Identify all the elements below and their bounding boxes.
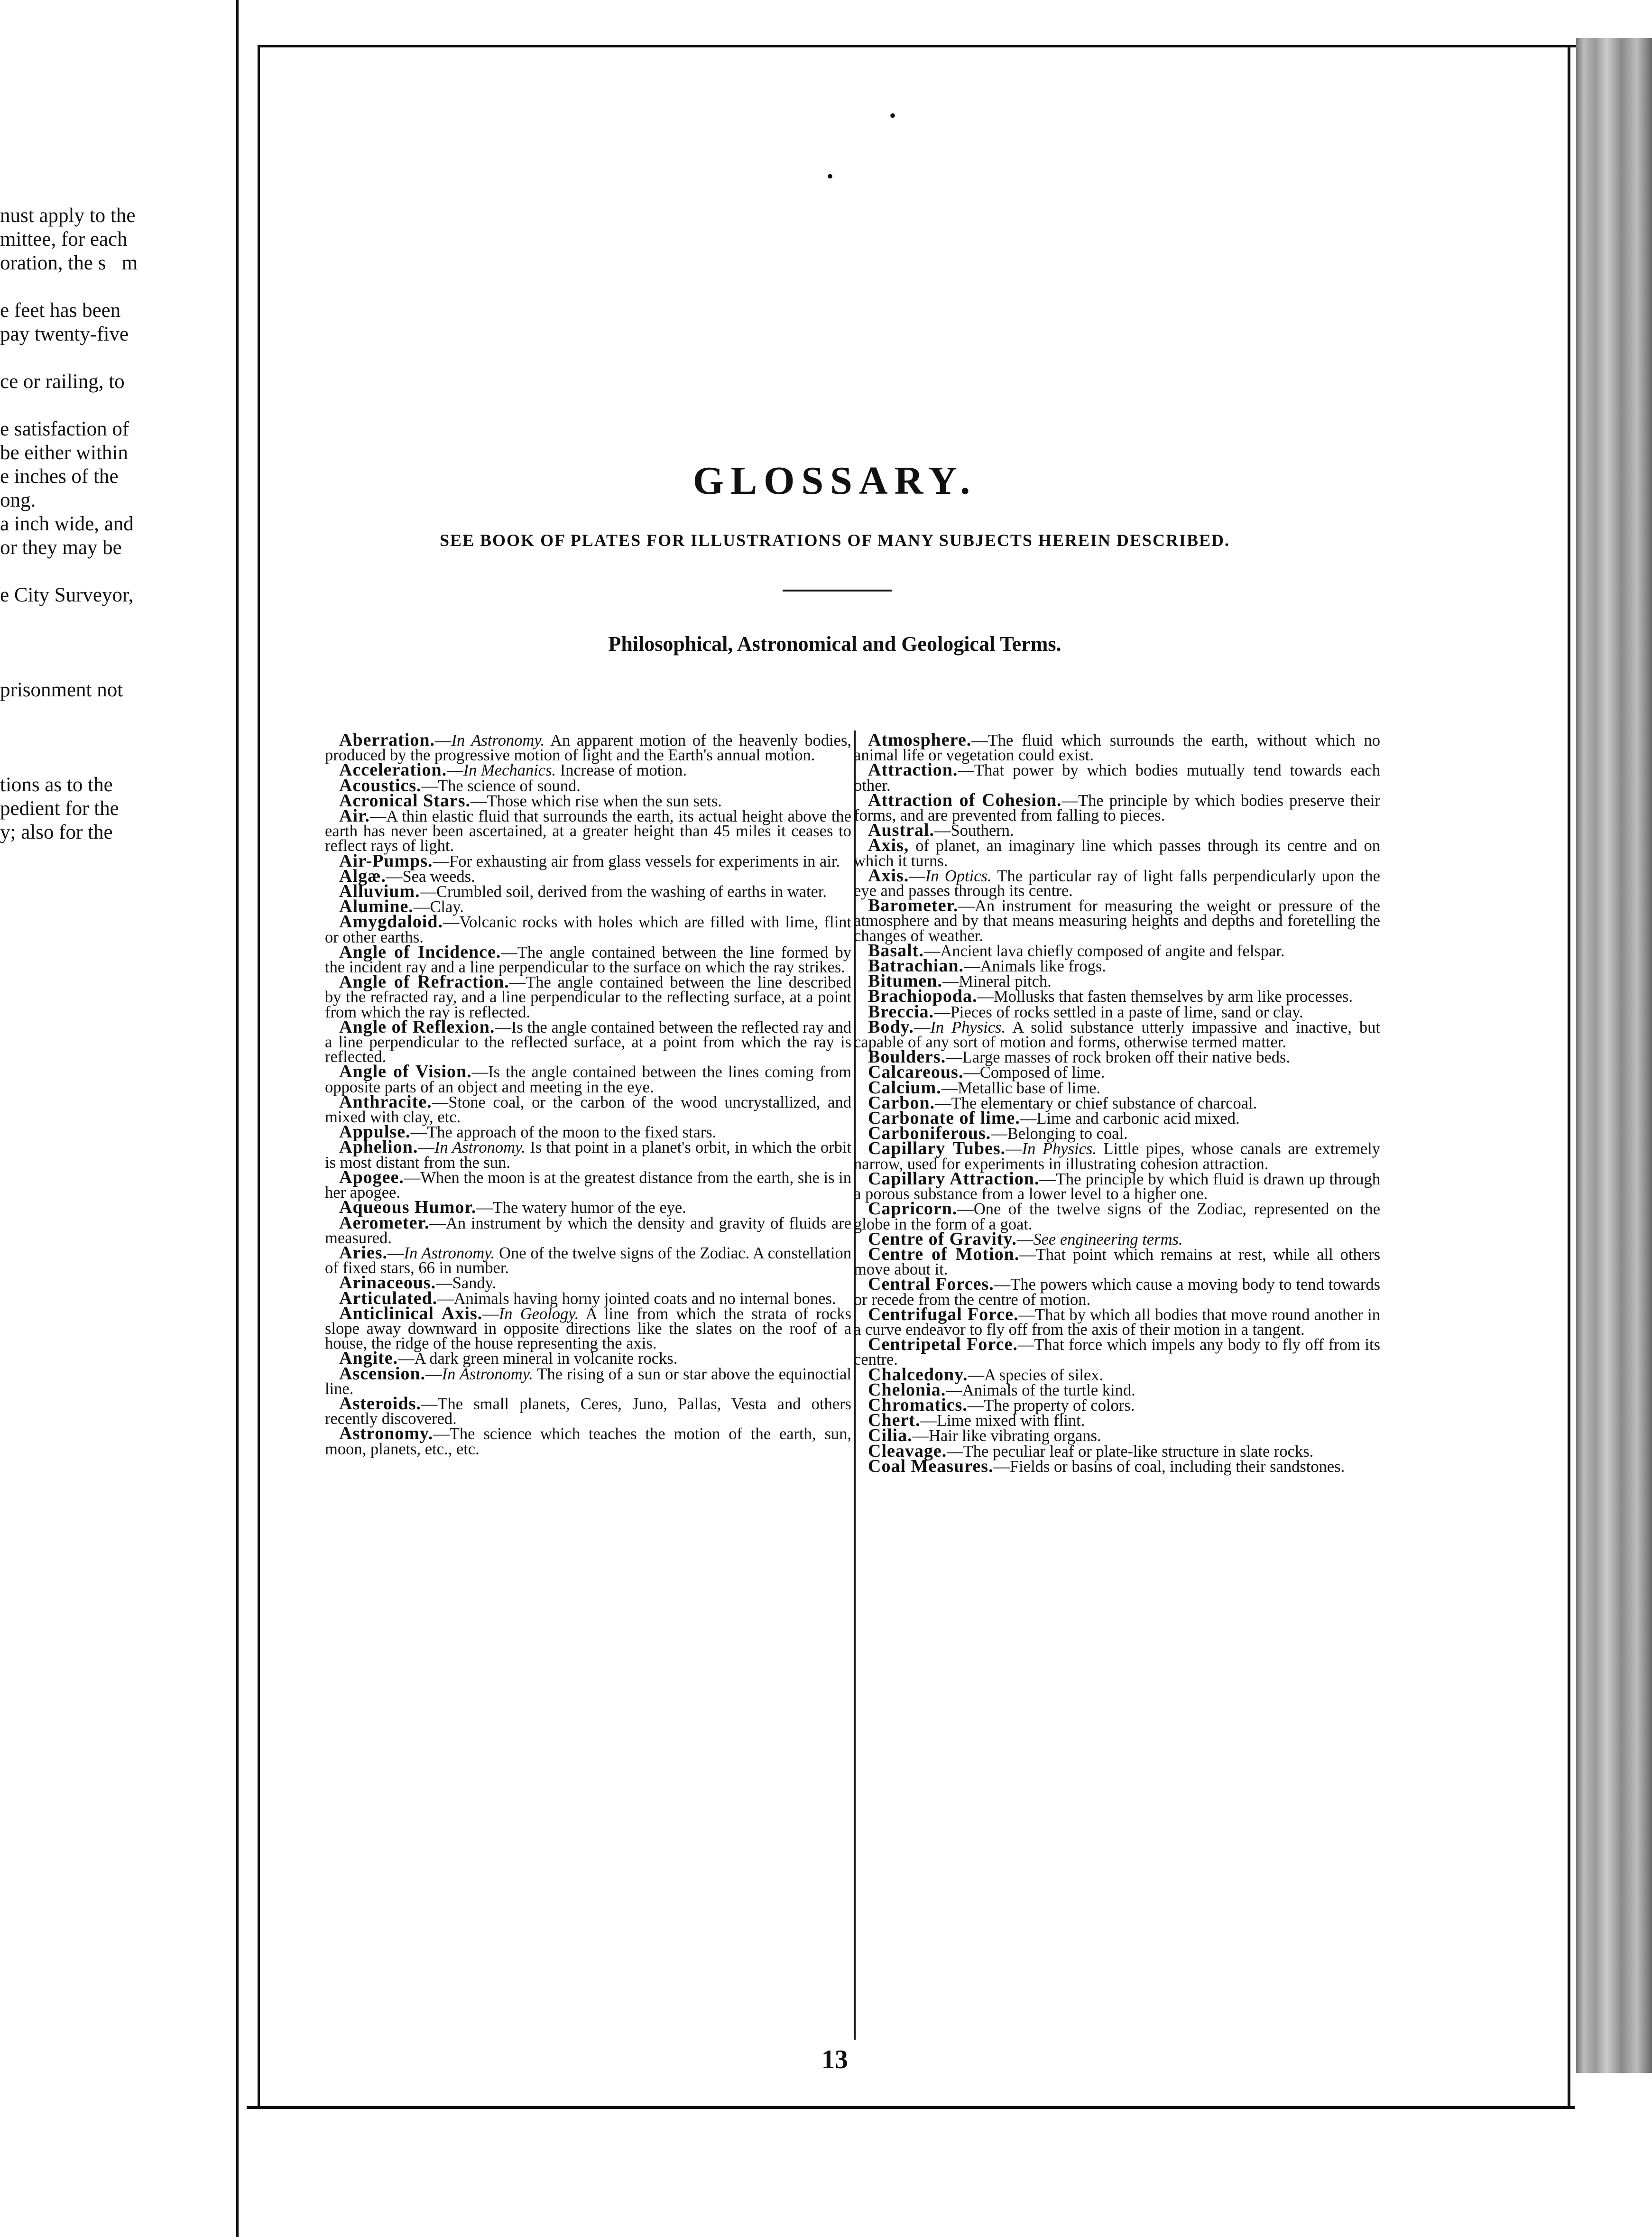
glossary-entry: Cleavage.—The peculiar leaf or plate-like structure in slate rocks. [868,1441,1314,1461]
glossary-definition: The particular ray of light falls perpendicularly upon the eye and passes through its centre. [854,867,1380,900]
page-number: 13 [821,2045,848,2074]
glossary-term: Barometer. [868,896,959,916]
book-binding-edge [1576,38,1652,2073]
left-fragment-line: prisonment not [0,679,123,701]
glossary-entry: Capricorn.—One of the twelve signs of the Zodiac, represented on the globe in the form of a goat. [854,1199,1380,1233]
glossary-term: Appulse. [339,1122,411,1142]
page-frame-right [1568,45,1570,2108]
glossary-term: Centrifugal Force. [868,1304,1019,1324]
glossary-term: Aberration. [339,730,435,750]
glossary-definition: The science which teaches the motion of the earth, sun, moon, planets, etc., etc. [325,1425,851,1458]
glossary-term: Articulated. [339,1288,438,1308]
glossary-term: Apogee. [339,1167,404,1187]
glossary-term: Acceleration. [339,760,447,780]
glossary-term: Air-Pumps. [339,850,433,871]
glossary-term: Acoustics. [339,775,422,795]
left-fragment-line [0,726,180,749]
glossary-definition: Increase of motion. [556,761,687,780]
glossary-definition: The fluid which surrounds the earth, without which no animal life or vegetation could exist. [854,731,1380,765]
glossary-term: Axis, [868,835,909,856]
glossary-term: Centripetal Force. [868,1334,1018,1355]
glossary-definition: A dark green mineral in volcanite rocks. [414,1350,678,1368]
glossary-term: Calcium. [868,1077,941,1098]
left-page-fragment [0,204,180,844]
page-title: GLOSSARY. [692,459,977,503]
glossary-entry: Calcareous.—Composed of lime. [868,1062,1105,1082]
page-subtitle: SEE BOOK OF PLATES FOR ILLUSTRATIONS OF MANY SUBJECTS HEREIN DESCRIBED. [440,531,1230,550]
glossary-entry: Carbonate of lime.—Lime and carbonic acid mixed. [868,1108,1240,1128]
glossary-entry: Anticlinical Axis.—In Geology. A line from which the strata of rocks slope away downward in opposite directions like the slates on the roof of a house, the ridge of the house representing the axis. [325,1303,851,1353]
glossary-entry: Calcium.—Metallic base of lime. [868,1077,1101,1098]
glossary-definition: Composed of lime. [979,1063,1105,1082]
glossary-entry: Capillary Tubes.—In Physics. Little pipes, whose canals are extremely narrow, used for experiments in illustrating cohesion attraction. [854,1138,1380,1173]
glossary-domain: In Astronomy. [442,1365,533,1383]
glossary-definition: Clay. [430,898,464,916]
glossary-entry: Aries.—In Astronomy. One of the twelve signs of the Zodiac. A constellation of fixed stars, 66 in number. [325,1242,852,1277]
glossary-domain: In Astronomy. [404,1244,495,1262]
left-fragment-line: tions as to the [0,774,113,796]
glossary-term: Atmosphere. [868,730,972,750]
glossary-term: Calcareous. [868,1062,964,1082]
glossary-domain: In Optics. [925,867,992,885]
left-page-edge-line [236,0,239,2237]
glossary-definition: Mollusks that fasten themselves by arm like processes. [994,988,1353,1006]
glossary-definition: Hair like vibrating organs. [929,1427,1101,1445]
left-fragment-line [0,749,180,773]
glossary-definition: A species of silex. [984,1366,1104,1384]
glossary-definition: Is the angle contained between the lines coming from opposite parts of an object and meeting in the eye. [325,1063,851,1096]
left-fragment-line: be either within [0,442,128,464]
glossary-definition: Fields or basins of coal, including their sandstones. [1010,1457,1345,1476]
glossary-definition: Lime and carbonic acid mixed. [1036,1109,1240,1128]
glossary-entry: Breccia.—Pieces of rocks settled in a paste of lime, sand or clay. [868,1001,1303,1022]
glossary-definition: Stone coal, or the carbon of the wood uncrystallized, and mixed with clay, etc. [325,1093,851,1127]
glossary-definition: Little pipes, whose canals are extremely narrow, used for experiments in illustrating cohesion attraction. [854,1140,1380,1173]
glossary-definition: For exhausting air from glass vessels for experiments in air. [449,852,840,870]
glossary-term: Central Forces. [868,1274,994,1294]
glossary-definition: The angle contained between the line described by the refracted ray, and a line perpendicular to the reflecting surface, at a point from which the ray is reflected. [325,973,851,1021]
glossary-term: Astronomy. [339,1424,434,1444]
glossary-term: Chalcedony. [868,1364,968,1385]
glossary-term: Attraction of Cohesion. [868,790,1062,810]
glossary-entry: Bitumen.—Mineral pitch. [868,971,1052,991]
left-fragment-line: e feet has been [0,299,121,322]
glossary-definition: That force which impels any body to fly off from its centre. [854,1336,1380,1369]
left-fragment-line: pedient for the [0,797,119,820]
glossary-term: Angle of Reflexion. [339,1017,495,1037]
glossary-domain: In Astronomy. [451,731,545,749]
glossary-entry: Chalcedony.—A species of silex. [868,1364,1104,1385]
glossary-definition: Metallic base of lime. [958,1079,1101,1097]
glossary-definition: Animals of the turtle kind. [962,1381,1135,1399]
glossary-entry: Chromatics.—The property of colors. [868,1395,1135,1415]
glossary-term: Body. [868,1017,914,1037]
glossary-entry: Algæ.—Sea weeds. [339,866,475,886]
glossary-entry: Astronomy.—The science which teaches the motion of the earth, sun, moon, planets, etc., etc. [325,1424,851,1458]
glossary-definition: When the moon is at the greatest distance from the earth, she is in her apogee. [325,1168,851,1202]
glossary-definition: Is that point in a planet's orbit, in which the orbit is most distant from the sun. [325,1138,851,1172]
glossary-entry: Centre of Gravity.—See engineering terms. [868,1229,1183,1249]
glossary-term: Carboniferous. [868,1123,991,1144]
glossary-entry: Acoustics.—The science of sound. [339,775,581,795]
glossary-entry: Aphelion.—In Astronomy. Is that point in a planet's orbit, in which the orbit is most distant from the sun. [325,1137,851,1172]
glossary-definition: Mineral pitch. [959,972,1052,991]
glossary-term: Boulders. [868,1047,946,1067]
left-fragment-line: a inch wide, and [0,513,134,535]
glossary-entry: Atmosphere.—The fluid which surrounds the earth, without which no animal life or vegetation could exist. [854,730,1380,765]
glossary-term: Amygdaloid. [339,912,443,932]
glossary-term: Centre of Gravity. [868,1229,1017,1249]
glossary-entry: Chelonia.—Animals of the turtle kind. [868,1379,1135,1400]
glossary-definition: Volcanic rocks with holes which are filled with lime, flint or other earths. [325,913,851,946]
glossary-entry: Amygdaloid.—Volcanic rocks with holes which are filled with lime, flint or other earths. [325,912,851,946]
page-frame-top [258,45,1576,47]
glossary-entry: Articulated.—Animals having horny jointed coats and no internal bones. [339,1288,836,1308]
glossary-definition: The property of colors. [984,1396,1135,1414]
glossary-entry: Attraction of Cohesion.—The principle by which bodies preserve their forms, and are prevented from falling to pieces. [854,790,1380,825]
glossary-term: Capillary Attraction. [868,1168,1040,1189]
glossary-term: Angite. [339,1348,398,1368]
glossary-term: Centre of Motion. [868,1244,1020,1264]
glossary-definition: of planet, an imaginary line which passes through its centre and on which it turns. [854,837,1380,870]
left-fragment-line: pay twenty-five [0,323,129,345]
glossary-term: Alluvium. [339,881,420,902]
left-fragment-line: y; also for the [0,821,113,843]
glossary-definition: Is the angle contained between the reflected ray and a line perpendicular to the reflected surface, at a point from which the ray is reflected. [325,1018,851,1066]
glossary-term: Capillary Tubes. [868,1138,1006,1159]
glossary-term: Aqueous Humor. [339,1197,477,1218]
glossary-entry: Acceleration.—In Mechanics. Increase of motion. [339,760,687,780]
glossary-entry: Appulse.—The approach of the moon to the fixed stars. [339,1122,717,1142]
glossary-definition: That by which all bodies that move round another in a curve endeavor to fly off from the axis of their motion in a tangent. [854,1305,1380,1339]
left-fragment-line [0,275,180,299]
glossary-definition: The principle by which fluid is drawn up through a porous substance from a lower level to a higher one. [854,1170,1380,1203]
glossary-entry: Capillary Attraction.—The principle by which fluid is drawn up through a porous substance from a lower level to a higher one. [854,1168,1380,1203]
glossary-domain: In Mechanics. [463,761,556,780]
glossary-definition: One of the twelve signs of the Zodiac, represented on the globe in the form of a goat. [854,1200,1380,1233]
glossary-entry: Body.—In Physics. A solid substance utterly impassive and inactive, but capable of any sort of motion and forms, otherwise termed matter. [854,1017,1380,1052]
glossary-term: Basalt. [868,940,924,961]
glossary-entry: Air.—A thin elastic fluid that surrounds the earth, its actual height above the earth has never been ascertained, at a greater height than 45 miles it ceases to reflect rays of light. [325,806,851,855]
glossary-term: Alumine. [339,897,414,917]
glossary-term: Brachiopoda. [868,986,978,1007]
glossary-entry: Arinaceous.—Sandy. [339,1273,497,1293]
glossary-term: Axis. [868,865,909,886]
left-fragment-line: mittee, for each [0,228,128,250]
left-fragment-line [0,560,180,583]
glossary-definition: The angle contained between the line formed by the incident ray and a line perpendicular to the surface on which the ray strikes. [325,943,851,977]
glossary-definition: Large masses of rock broken off their native beds. [962,1048,1291,1067]
left-fragment-line [0,607,180,631]
glossary-term: Carbonate of lime. [868,1108,1020,1128]
glossary-entry: Anthracite.—Stone coal, or the carbon of the wood uncrystallized, and mixed with clay, etc. [325,1091,851,1127]
glossary-entry: Alluvium.—Crumbled soil, derived from the washing of earths in water. [339,881,827,902]
left-fragment-line [0,655,180,678]
glossary-definition: Belonging to coal. [1007,1125,1128,1143]
glossary-entry: Angle of Vision.—Is the angle contained between the lines coming from opposite parts of an object and meeting in the eye. [325,1062,851,1096]
glossary-domain: See engineering terms. [1033,1230,1183,1248]
glossary-term: Cleavage. [868,1441,947,1461]
glossary-definition: The rising of a sun or star above the equinoctial line. [325,1365,852,1398]
glossary-term: Capricorn. [868,1199,958,1219]
glossary-term: Breccia. [868,1001,934,1022]
left-fragment-line: oration, the s m [0,252,138,274]
glossary-domain: In Physics. [930,1018,1006,1036]
left-fragment-line: ce or railing, to [0,370,125,393]
glossary-domain: In Astronomy. [434,1138,526,1157]
glossary-definition: Sea weeds. [402,867,475,886]
glossary-definition: The approach of the moon to the fixed stars. [427,1123,717,1142]
left-fragment-line: e City Surveyor, [0,584,134,606]
glossary-definition: An instrument by which the density and gravity of fluids are measured. [325,1214,851,1247]
glossary-definition: An instrument for measuring the weight or pressure of the atmosphere and by that means measuring heights and depths and foretelling the changes of weather. [854,897,1380,945]
glossary-domain: In Geology. [498,1304,579,1323]
glossary-definition: Lime mixed with flint. [936,1412,1085,1430]
glossary-term: Attraction. [868,760,958,780]
glossary-entry: Boulders.—Large masses of rock broken off their native beds. [868,1047,1291,1067]
glossary-entry: Air-Pumps.—For exhausting air from glass vessels for experiments in air. [339,850,840,871]
glossary-entry: Alumine.—Clay. [339,897,464,917]
glossary-definition: Ancient lava chiefly composed of angite and felspar. [940,942,1285,960]
glossary-domain: In Physics. [1022,1140,1097,1158]
glossary-entry: Apogee.—When the moon is at the greatest distance from the earth, she is in her apogee. [325,1167,851,1202]
glossary-term: Angle of Vision. [339,1062,472,1082]
glossary-term: Bitumen. [868,971,942,991]
glossary-term: Aphelion. [339,1137,418,1157]
glossary-definition: An apparent motion of the heavenly bodies, produced by the progressive motion of light and the Earth's annual motion. [325,731,852,765]
glossary-entry [854,835,1380,870]
glossary-term: Anthracite. [339,1091,432,1112]
glossary-entry: Austral.—Southern. [868,820,1014,841]
print-speck: • [889,105,896,126]
glossary-entry: Batrachian.—Animals like frogs. [868,956,1106,976]
print-speck: • [827,166,834,187]
glossary-entry: Carbon.—The elementary or chief substance of charcoal. [868,1092,1257,1113]
glossary-term: Arinaceous. [339,1273,436,1293]
left-fragment-line [0,702,180,726]
glossary-entry: Brachiopoda.—Mollusks that fasten themselves by arm like processes. [868,986,1353,1007]
glossary-term: Air. [339,806,370,826]
glossary-term: Chelonia. [868,1379,946,1400]
glossary-term: Carbon. [868,1092,935,1113]
glossary-term: Chromatics. [868,1395,968,1415]
glossary-definition: Those which rise when the sun sets. [487,792,722,810]
glossary-definition: A line from which the strata of rocks slope away downward in opposite directions like the slates on the roof of a house, the ridge of the house representing the axis. [325,1304,851,1353]
glossary-definition: The science of sound. [438,776,581,795]
glossary-term: Ascension. [339,1363,426,1384]
glossary-definition: One of the twelve signs of the Zodiac. A constellation of fixed stars, 66 in number. [325,1244,852,1277]
glossary-definition: Animals having horny jointed coats and no internal bones. [453,1289,836,1308]
page-frame-bottom [247,2106,1575,2109]
glossary-term: Austral. [868,820,934,841]
glossary-term: Algæ. [339,866,386,886]
glossary-definition: Sandy. [452,1274,497,1293]
glossary-entry: Angite.—A dark green mineral in volcanite rocks. [339,1348,678,1368]
glossary-entry: Cilia.—Hair like vibrating organs. [868,1425,1101,1446]
glossary-definition: A solid substance utterly impassive and inactive, but capable of any sort of motion and forms, otherwise termed matter. [854,1018,1380,1052]
glossary-entry: Barometer.—An instrument for measuring the weight or pressure of the atmosphere and by that means measuring heights and depths and foretelling the changes of weather. [854,896,1380,945]
left-fragment-line: nust apply to the [0,204,136,227]
glossary-term: Aerometer. [339,1212,430,1233]
glossary-entry: Centrifugal Force.—That by which all bodies that move round another in a curve endeavor to fly off from the axis of their motion in a tangent. [854,1304,1380,1339]
glossary-entry: Ascension.—In Astronomy. The rising of a sun or star above the equinoctial line. [325,1363,852,1398]
glossary-entry: Centripetal Force.—That force which impels any body to fly off from its centre. [854,1334,1380,1369]
glossary-entry: Aberration.—In Astronomy. An apparent motion of the heavenly bodies, produced by the progressive motion of light and the Earth's annual motion. [325,730,852,765]
glossary-term: Asteroids. [339,1393,421,1414]
glossary-definition: The peculiar leaf or plate-like structure in slate rocks. [963,1442,1314,1461]
page-frame-left [258,45,260,2108]
glossary-definition: Animals like frogs. [980,957,1106,976]
glossary-entry: Angle of Refraction.—The angle contained between the line described by the refracted ray, and a line perpendicular to the reflecting surface, at a point from which the ray is reflected. [325,972,851,1021]
left-fragment-line: e inches of the [0,465,119,488]
glossary-entry: Chert.—Lime mixed with flint. [868,1410,1085,1431]
glossary-entry: Angle of Reflexion.—Is the angle contained between the reflected ray and a line perpendicular to the reflected surface, at a point from which the ray is reflected. [325,1017,851,1066]
glossary-entry: Acronical Stars.—Those which rise when the sun sets. [339,790,722,811]
glossary-term: Cilia. [868,1425,913,1446]
glossary-definition: Southern. [951,822,1014,840]
glossary-term: Chert. [868,1410,921,1431]
title-divider [783,590,892,592]
glossary-term: Coal Measures. [868,1456,994,1476]
glossary-term: Batrachian. [868,956,964,976]
glossary-entry: Attraction.—That power by which bodies mutually tend towards each other. [854,760,1380,795]
glossary-column-left [325,730,852,1458]
glossary-entry: Axis.—In Optics. The particular ray of light falls perpendicularly upon the eye and passes through its centre. [854,865,1380,900]
left-fragment-line [0,631,180,655]
glossary-definition: The watery humor of the eye. [492,1199,686,1217]
left-fragment-line [0,346,180,370]
glossary-definition: A thin elastic fluid that surrounds the earth, its actual height above the earth has never been ascertained, at a greater height than 45 miles it ceases to reflect rays of light. [325,807,851,855]
left-fragment-line: e satisfaction of [0,418,129,440]
glossary-column-right [854,730,1381,1476]
glossary-definition: The small planets, Ceres, Juno, Pallas, Vesta and others recently discovered. [325,1395,851,1428]
glossary-entry: Carboniferous.—Belonging to coal. [868,1123,1128,1144]
left-fragment-line [0,394,180,417]
glossary-entry: Centre of Motion.—That point which remains at rest, while all others move about it. [854,1244,1380,1279]
glossary-definition: The elementary or chief substance of charcoal. [951,1094,1257,1112]
glossary-term: Aries. [339,1242,388,1263]
glossary-definition: The principle by which bodies preserve their forms, and are prevented from falling to pieces. [854,791,1380,825]
glossary-entry: Basalt.—Ancient lava chiefly composed of angite and felspar. [868,940,1285,961]
glossary-definition: That power by which bodies mutually tend towards each other. [854,761,1380,795]
glossary-term: Anticlinical Axis. [339,1303,483,1323]
glossary-definition: Crumbled soil, derived from the washing of earths in water. [436,883,827,901]
left-fragment-line: ong. [0,489,36,511]
glossary-definition: That point which remains at rest, while all others move about it. [854,1245,1380,1279]
glossary-entry: Coal Measures.—Fields or basins of coal, including their sandstones. [868,1456,1345,1476]
glossary-entry: Angle of Incidence.—The angle contained between the line formed by the incident ray and a line perpendicular to the surface on which the ray strikes. [325,942,851,977]
glossary-definition: Pieces of rocks settled in a paste of lime, sand or clay. [950,1003,1303,1021]
section-heading: Philosophical, Astronomical and Geological Terms. [608,632,1061,656]
glossary-entry: Asteroids.—The small planets, Ceres, Juno, Pallas, Vesta and others recently discovered. [325,1393,851,1428]
glossary-term: Acronical Stars. [339,790,471,811]
glossary-entry: Aqueous Humor.—The watery humor of the eye. [339,1197,686,1218]
left-fragment-line: or they may be [0,536,122,559]
glossary-entry: Central Forces.—The powers which cause a moving body to tend towards or recede from the centre of motion. [854,1274,1381,1309]
glossary-entry: Aerometer.—An instrument by which the density and gravity of fluids are measured. [325,1212,851,1247]
glossary-term: Angle of Incidence. [339,942,501,962]
glossary-term: Angle of Refraction. [339,972,509,992]
glossary-definition: The powers which cause a moving body to tend towards or recede from the centre of motion. [854,1276,1381,1309]
